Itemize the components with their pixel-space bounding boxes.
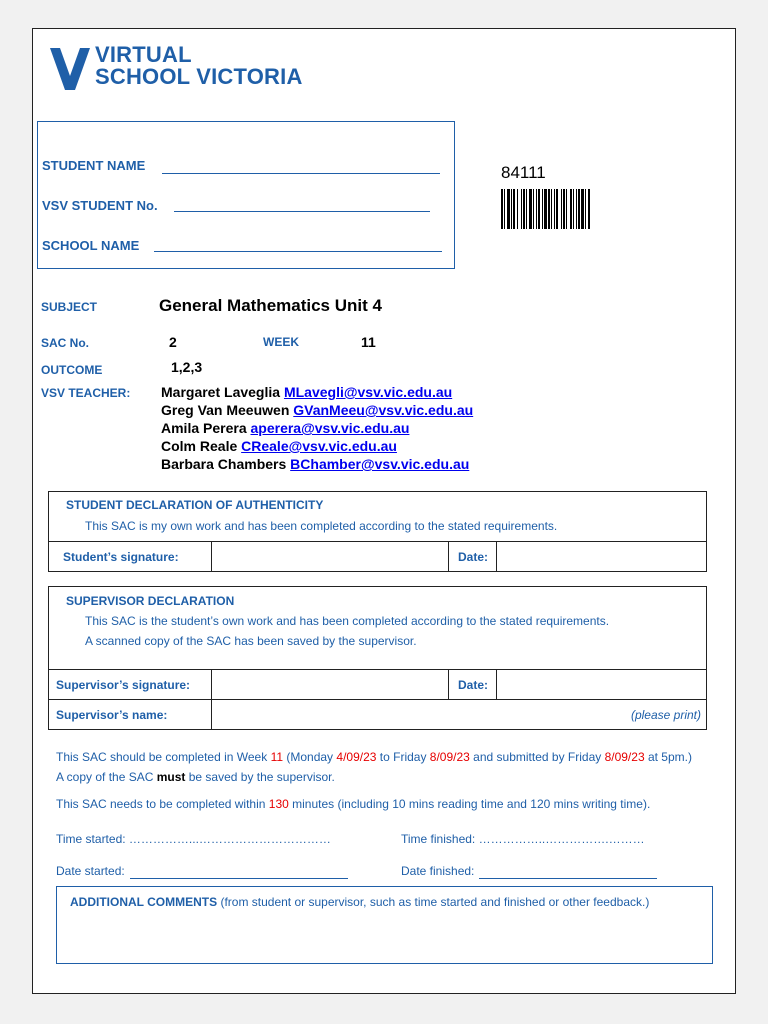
teacher-row xyxy=(161,455,473,473)
supervisor-declaration-text-2: A scanned copy of the SAC has been saved by the supervisor. xyxy=(85,634,417,648)
teacher-email-link[interactable]: BChamber@vsv.vic.edu.au xyxy=(290,456,470,472)
time-started-field[interactable]: Time started: ……………...…………………………… xyxy=(56,832,331,846)
instruction-text: A copy of the SAC xyxy=(56,770,157,784)
date-finished-label: Date finished: xyxy=(401,864,475,878)
barcode-bar xyxy=(529,189,532,229)
barcode-bar xyxy=(501,189,503,229)
supervisor-name-label: Supervisor’s name: xyxy=(56,708,168,722)
student-signature-field[interactable] xyxy=(211,541,449,572)
teacher-name: Greg Van Meeuwen xyxy=(161,402,290,418)
school-logo-text xyxy=(95,44,303,88)
instruction-text: be saved by the supervisor. xyxy=(185,770,335,784)
supervisor-declaration-text-1: This SAC is the student’s own work and has been completed according to the stated requirements. xyxy=(85,614,610,628)
barcode-bar xyxy=(544,189,547,229)
teacher-email-link[interactable]: aperera@vsv.vic.edu.au xyxy=(250,420,410,436)
student-details-box xyxy=(37,121,455,269)
week-number: 11 xyxy=(270,750,284,764)
barcode-bar xyxy=(504,189,505,229)
comments-hint: (from student or supervisor, such as time started and finished or other feedback.) xyxy=(217,895,650,909)
logo-line-2: SCHOOL VICTORIA xyxy=(95,64,303,89)
barcode-bar xyxy=(548,189,550,229)
barcode-bar xyxy=(554,189,555,229)
time-finished-field[interactable]: Time finished: ……………..…………….……… xyxy=(401,832,645,846)
student-declaration-box xyxy=(48,491,707,542)
completion-instructions xyxy=(56,747,726,814)
barcode-bar xyxy=(551,189,552,229)
comments-label: ADDITIONAL COMMENTS xyxy=(70,895,218,909)
teacher-email-link[interactable]: CReale@vsv.vic.edu.au xyxy=(241,438,397,454)
barcode-bar xyxy=(538,189,540,229)
date-finished-field[interactable] xyxy=(479,878,657,879)
barcode-bar xyxy=(556,189,558,229)
instruction-text: at 5pm.) xyxy=(644,750,692,764)
additional-comments-heading xyxy=(70,895,649,909)
end-date: 8/09/23 xyxy=(429,750,470,764)
instruction-text: minutes (including 10 mins reading time and 120 mins writing time). xyxy=(288,797,651,811)
supervisor-signature-label: Supervisor’s signature: xyxy=(56,678,191,692)
teacher-name: Colm Reale xyxy=(161,438,238,454)
barcode-bar xyxy=(536,189,537,229)
barcode-bar xyxy=(521,189,522,229)
barcode-bar xyxy=(578,189,580,229)
teacher-row xyxy=(161,401,473,419)
barcode-bar xyxy=(563,189,565,229)
supervisor-name-label-cell xyxy=(48,699,212,730)
barcode-number: 84111 xyxy=(501,163,546,182)
instruction-text: (Monday xyxy=(283,750,337,764)
supervisor-date-label-cell xyxy=(448,669,497,700)
supervisor-signature-label-cell xyxy=(48,669,212,700)
student-number-label: VSV STUDENT No. xyxy=(42,198,158,213)
student-date-label-cell xyxy=(448,541,497,572)
duration-note xyxy=(56,794,726,814)
barcode-bar xyxy=(523,189,525,229)
must-emphasis: must xyxy=(156,770,186,784)
sac-number-label: SAC No. xyxy=(41,336,89,350)
student-number-field[interactable] xyxy=(174,211,430,212)
barcode-bar xyxy=(566,189,567,229)
supervisor-declaration-box xyxy=(48,586,707,670)
barcode-bar xyxy=(533,189,534,229)
start-date: 4/09/23 xyxy=(336,750,377,764)
school-name-label: SCHOOL NAME xyxy=(42,238,140,253)
barcode-bar xyxy=(576,189,577,229)
additional-comments-box[interactable] xyxy=(56,886,713,964)
student-name-field[interactable] xyxy=(162,173,440,174)
supervisor-declaration-title: SUPERVISOR DECLARATION xyxy=(66,594,235,608)
outcome-value: 1,2,3 xyxy=(171,359,203,375)
subject-value: General Mathematics Unit 4 xyxy=(159,296,382,315)
logo-line-1: VIRTUAL xyxy=(95,42,192,67)
teacher-name: Amila Perera xyxy=(161,420,247,436)
school-name-field[interactable] xyxy=(154,251,442,252)
barcode-bar xyxy=(542,189,543,229)
week-value: 11 xyxy=(361,334,376,350)
teacher-name: Margaret Laveglia xyxy=(161,384,281,400)
supervisor-name-field[interactable] xyxy=(211,699,707,730)
barcode-icon xyxy=(501,189,687,229)
student-signature-label: Student’s signature: xyxy=(63,550,179,564)
instruction-text: and submitted by Friday xyxy=(469,750,605,764)
student-declaration-title: STUDENT DECLARATION OF AUTHENTICITY xyxy=(66,498,324,512)
sac-cover-page xyxy=(32,28,736,994)
completion-week-note xyxy=(56,747,726,767)
teacher-email-link[interactable]: MLavegli@vsv.vic.edu.au xyxy=(283,384,453,400)
vsv-logo-icon xyxy=(50,48,90,90)
teacher-name: Barbara Chambers xyxy=(161,456,287,472)
student-date-label: Date: xyxy=(458,550,489,564)
barcode-bar xyxy=(517,189,518,229)
week-label: WEEK xyxy=(263,335,299,349)
due-date: 8/09/23 xyxy=(604,750,645,764)
subject-label: SUBJECT xyxy=(41,300,98,314)
instruction-text: This SAC needs to be completed within xyxy=(56,797,269,811)
barcode-bar xyxy=(570,189,572,229)
student-name-label: STUDENT NAME xyxy=(42,158,146,173)
supervisor-date-label: Date: xyxy=(458,678,489,692)
barcode-bar xyxy=(561,189,562,229)
student-signature-label-cell xyxy=(48,541,212,572)
outcome-label: OUTCOME xyxy=(41,363,103,377)
barcode-bar xyxy=(581,189,584,229)
date-started-field[interactable] xyxy=(130,878,348,879)
sac-number-value: 2 xyxy=(169,334,177,350)
barcode-bar xyxy=(507,189,510,229)
student-date-field[interactable] xyxy=(496,541,707,572)
supervisor-date-field[interactable] xyxy=(496,669,707,700)
teacher-email-link[interactable]: GVanMeeu@vsv.vic.edu.au xyxy=(293,402,474,418)
teacher-row xyxy=(161,437,473,455)
barcode-bar xyxy=(526,189,527,229)
barcode-bar xyxy=(513,189,515,229)
teacher-label: VSV TEACHER: xyxy=(41,386,131,400)
duration-minutes: 130 xyxy=(268,797,289,811)
teacher-list xyxy=(161,383,473,473)
please-print-hint: (please print) xyxy=(630,708,701,722)
date-started-label: Date started: xyxy=(56,864,125,878)
barcode-bar xyxy=(511,189,512,229)
teacher-row xyxy=(161,419,473,437)
barcode-bar xyxy=(573,189,574,229)
instruction-text: to Friday xyxy=(376,750,430,764)
copy-saved-note xyxy=(56,767,726,787)
instruction-text: This SAC should be completed in Week xyxy=(56,750,271,764)
barcode-bar xyxy=(588,189,590,229)
teacher-row xyxy=(161,383,473,401)
supervisor-signature-field[interactable] xyxy=(211,669,449,700)
barcode-bar xyxy=(585,189,586,229)
student-declaration-text: This SAC is my own work and has been completed according to the stated requirements. xyxy=(85,519,558,533)
